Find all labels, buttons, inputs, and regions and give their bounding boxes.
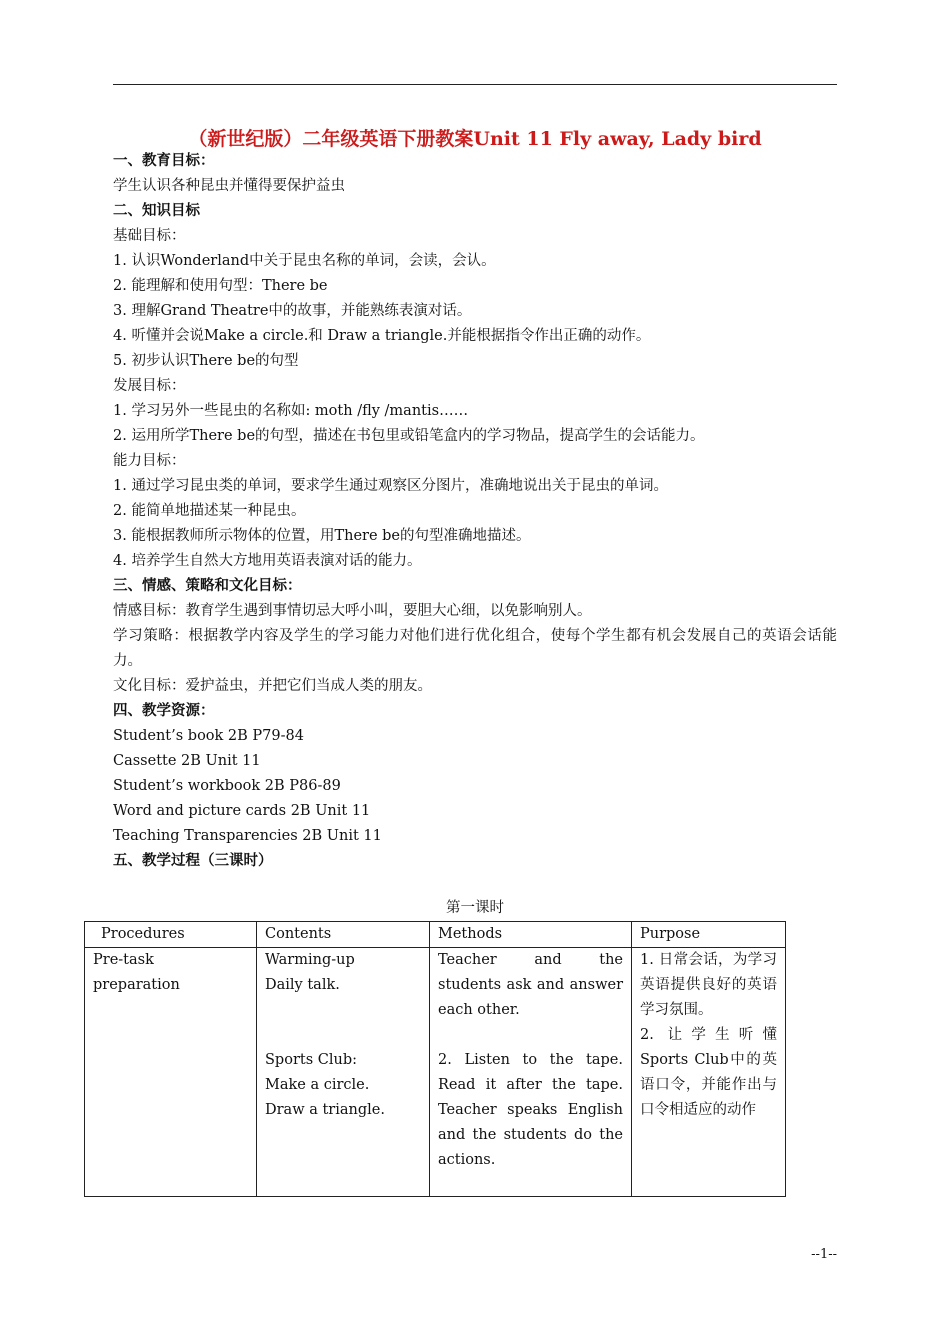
contents-line: Draw a triangle.	[265, 1102, 385, 1118]
cell-methods	[430, 948, 632, 1197]
lesson-caption: 第一课时	[446, 900, 504, 916]
section-heading: 二、知识目标	[113, 203, 200, 219]
body-line: 1. 认识Wonderland中关于昆虫名称的单词，会读，会认。	[113, 253, 496, 269]
body-line: Student’s workbook 2B P86-89	[113, 778, 341, 794]
body-line: 能力目标：	[113, 453, 186, 469]
section-heading: 四、教学资源：	[113, 703, 215, 719]
contents-line: Make a circle.	[265, 1077, 370, 1093]
body-line: Teaching Transparencies 2B Unit 11	[113, 828, 382, 844]
body-line: 4. 听懂并会说Make a circle.和 Draw a triangle.并能根据指令作出正确的动作。	[113, 328, 651, 344]
header-rule	[113, 84, 837, 85]
body-line: 发展目标：	[113, 378, 186, 394]
contents-line: Daily talk.	[265, 977, 340, 993]
body-line: 3. 理解Grand Theatre中的故事，并能熟练表演对话。	[113, 303, 472, 319]
cell-purpose	[632, 948, 786, 1197]
body-line: Word and picture cards 2B Unit 11	[113, 803, 371, 819]
body-line: 4. 培养学生自然大方地用英语表演对话的能力。	[113, 553, 422, 569]
section-heading: 五、教学过程（三课时）	[113, 853, 273, 869]
body-line: 3. 能根据教师所示物体的位置，用There be的句型准确地描述。	[113, 528, 531, 544]
body-line: 基础目标：	[113, 228, 186, 244]
body-line: Cassette 2B Unit 11	[113, 753, 261, 769]
body-line: 学习策略：根据教学内容及学生的学习能力对他们进行优化组合，使每个学生都有机会发展自己的英语会话能力。	[113, 628, 837, 669]
cell-contents	[257, 948, 430, 1197]
body-line: 学生认识各种昆虫并懂得要保护益虫	[113, 178, 345, 194]
body-line: 2. 运用所学There be的句型，描述在书包里或铅笔盒内的学习物品，提高学生的会话能力。	[113, 428, 705, 444]
contents-line: Sports Club:	[265, 1052, 357, 1068]
header-procedures: Procedures	[85, 922, 257, 948]
cell-procedures	[85, 948, 257, 1197]
body-line: 文化目标：爱护益虫，并把它们当成人类的朋友。	[113, 678, 432, 694]
table-header-row	[85, 922, 786, 948]
contents-line: Warming-up	[265, 952, 355, 968]
document-title: （新世纪版）二年级英语下册教案Unit 11 Fly away, Lady bird	[188, 128, 762, 150]
body-line: Student’s book 2B P79-84	[113, 728, 304, 744]
header-purpose: Purpose	[632, 922, 786, 948]
section-heading: 三、情感、策略和文化目标：	[113, 578, 302, 594]
purpose-text-a: 1. 日常会话，为学习英语提供良好的英语学习氛围。	[640, 952, 777, 1018]
methods-text-a: Teacher and the students ask and answer each other.	[438, 952, 623, 1018]
methods-text-b: 2. Listen to the tape. Read it after the tape. Teacher speaks English and the students do the actions.	[438, 1052, 623, 1168]
header-methods: Methods	[430, 922, 632, 948]
body-line: 2. 能简单地描述某一种昆虫。	[113, 503, 306, 519]
document-body	[113, 149, 837, 874]
table-row	[85, 948, 786, 1197]
body-line: 5. 初步认识There be的句型	[113, 353, 299, 369]
body-line: 1. 通过学习昆虫类的单词，要求学生通过观察区分图片，准确地说出关于昆虫的单词。	[113, 478, 668, 494]
purpose-text-b: 2. 让学生听懂Sports Club中的英语口令，并能作出与口令相适应的动作	[640, 1027, 777, 1118]
procedures-line: Pre-task	[93, 952, 154, 968]
body-line: 2. 能理解和使用句型：There be	[113, 278, 328, 294]
section-heading: 一、教育目标：	[113, 153, 215, 169]
body-line: 1. 学习另外一些昆虫的名称如: moth /fly /mantis……	[113, 403, 469, 419]
header-contents: Contents	[257, 922, 430, 948]
page-number: --1--	[811, 1247, 837, 1262]
procedure-table	[84, 921, 786, 1197]
procedures-line: preparation	[93, 977, 180, 993]
body-line: 情感目标：教育学生遇到事情切忌大呼小叫，要胆大心细，以免影响别人。	[113, 603, 592, 619]
